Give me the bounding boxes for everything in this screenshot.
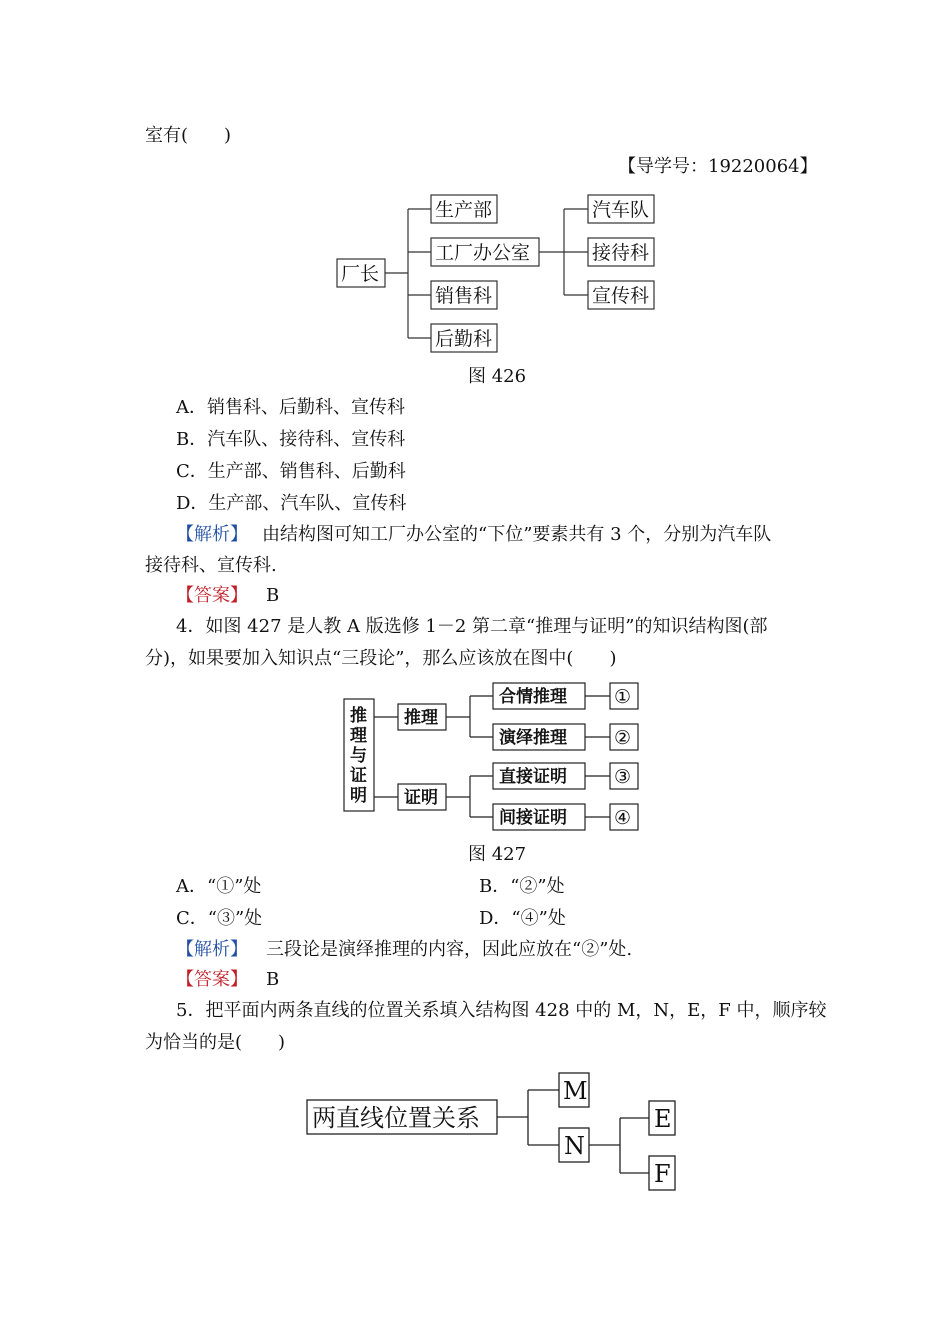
q4-option-c: C．“③”处 bbox=[176, 908, 263, 929]
leaf-1: 演绎推理 bbox=[499, 728, 567, 748]
figure-428-labels bbox=[312, 1077, 672, 1188]
analysis-tag: 【解析】 bbox=[176, 524, 248, 545]
root-char-3: 证 bbox=[350, 766, 367, 786]
q3-stem-tail: 室有( ) bbox=[145, 125, 232, 146]
q3-option-a: A．销售科、后勤科、宣传科 bbox=[176, 397, 405, 418]
node-l1-0: 生产部 bbox=[435, 199, 493, 221]
q4-stem-2: 分)，如果要加入知识点“三段论”，那么应该放在图中( ) bbox=[145, 648, 617, 669]
q3-analysis-cont: 接待科、宣传科. bbox=[145, 555, 277, 576]
figure-426-caption: 图 426 bbox=[468, 366, 527, 387]
q4-stem-1: 4．如图 427 是人教 A 版选修 1－2 第二章“推理与证明”的知识结构图(部 bbox=[176, 616, 768, 637]
mark-2: ③ bbox=[614, 766, 632, 788]
q4-option-a: A．“①”处 bbox=[176, 876, 262, 897]
branch1-label: 推理 bbox=[404, 708, 438, 728]
q3-analysis bbox=[176, 523, 771, 547]
mark-3: ④ bbox=[614, 807, 632, 829]
analysis-text: 三段论是演绎推理的内容，因此应放在“②”处. bbox=[266, 939, 633, 960]
analysis-tag: 【解析】 bbox=[176, 939, 248, 960]
root-char-4: 明 bbox=[350, 786, 367, 806]
q3-answer bbox=[176, 584, 279, 608]
q3-option-c: C．生产部、销售科、后勤科 bbox=[176, 461, 406, 482]
node-F: F bbox=[654, 1160, 671, 1188]
q3-option-d: D．生产部、汽车队、宣传科 bbox=[176, 493, 407, 514]
node-root: 厂长 bbox=[341, 263, 380, 285]
root-char-2: 与 bbox=[350, 746, 367, 766]
leaf-2: 直接证明 bbox=[499, 767, 567, 787]
mark-0: ① bbox=[614, 686, 632, 708]
mark-1: ② bbox=[614, 727, 632, 749]
node-l1-1: 工厂办公室 bbox=[435, 242, 531, 264]
answer-tag: 【答案】 bbox=[176, 969, 248, 990]
answer-value: B bbox=[266, 585, 280, 606]
node-l1-3: 后勤科 bbox=[435, 328, 493, 350]
node-l2-0: 汽车队 bbox=[592, 199, 650, 221]
node-N: N bbox=[564, 1132, 585, 1160]
q4-analysis bbox=[176, 938, 632, 962]
root-char-1: 理 bbox=[350, 726, 367, 746]
figure-427-caption: 图 427 bbox=[468, 844, 527, 865]
figure-427-labels bbox=[350, 686, 631, 829]
guide-number: 【导学号：19220064】 bbox=[618, 156, 818, 177]
leaf-0: 合情推理 bbox=[499, 687, 567, 707]
node-l2-2: 宣传科 bbox=[592, 285, 650, 307]
q5-stem-1: 5．把平面内两条直线的位置关系填入结构图 428 中的 M，N，E，F 中，顺序较 bbox=[176, 1000, 827, 1021]
q3-option-b: B．汽车队、接待科、宣传科 bbox=[176, 429, 406, 450]
node-E: E bbox=[654, 1105, 672, 1133]
q4-option-b: B．“②”处 bbox=[479, 876, 565, 897]
answer-value: B bbox=[266, 969, 280, 990]
q5-stem-2: 为恰当的是( ) bbox=[145, 1032, 286, 1053]
answer-tag: 【答案】 bbox=[176, 585, 248, 606]
node-l1-2: 销售科 bbox=[435, 285, 493, 307]
node-M: M bbox=[563, 1077, 588, 1105]
q5-root: 两直线位置关系 bbox=[312, 1104, 480, 1132]
figure-427 bbox=[344, 683, 638, 830]
root-char-0: 推 bbox=[350, 706, 367, 726]
branch2-label: 证明 bbox=[404, 788, 438, 808]
q4-answer bbox=[176, 968, 279, 992]
node-l2-1: 接待科 bbox=[592, 242, 650, 264]
figure-426-labels bbox=[341, 199, 649, 350]
analysis-text: 由结构图可知工厂办公室的“下位”要素共有 3 个，分别为汽车队 bbox=[262, 524, 772, 545]
leaf-3: 间接证明 bbox=[499, 808, 567, 828]
q4-option-d: D．“④”处 bbox=[479, 908, 566, 929]
